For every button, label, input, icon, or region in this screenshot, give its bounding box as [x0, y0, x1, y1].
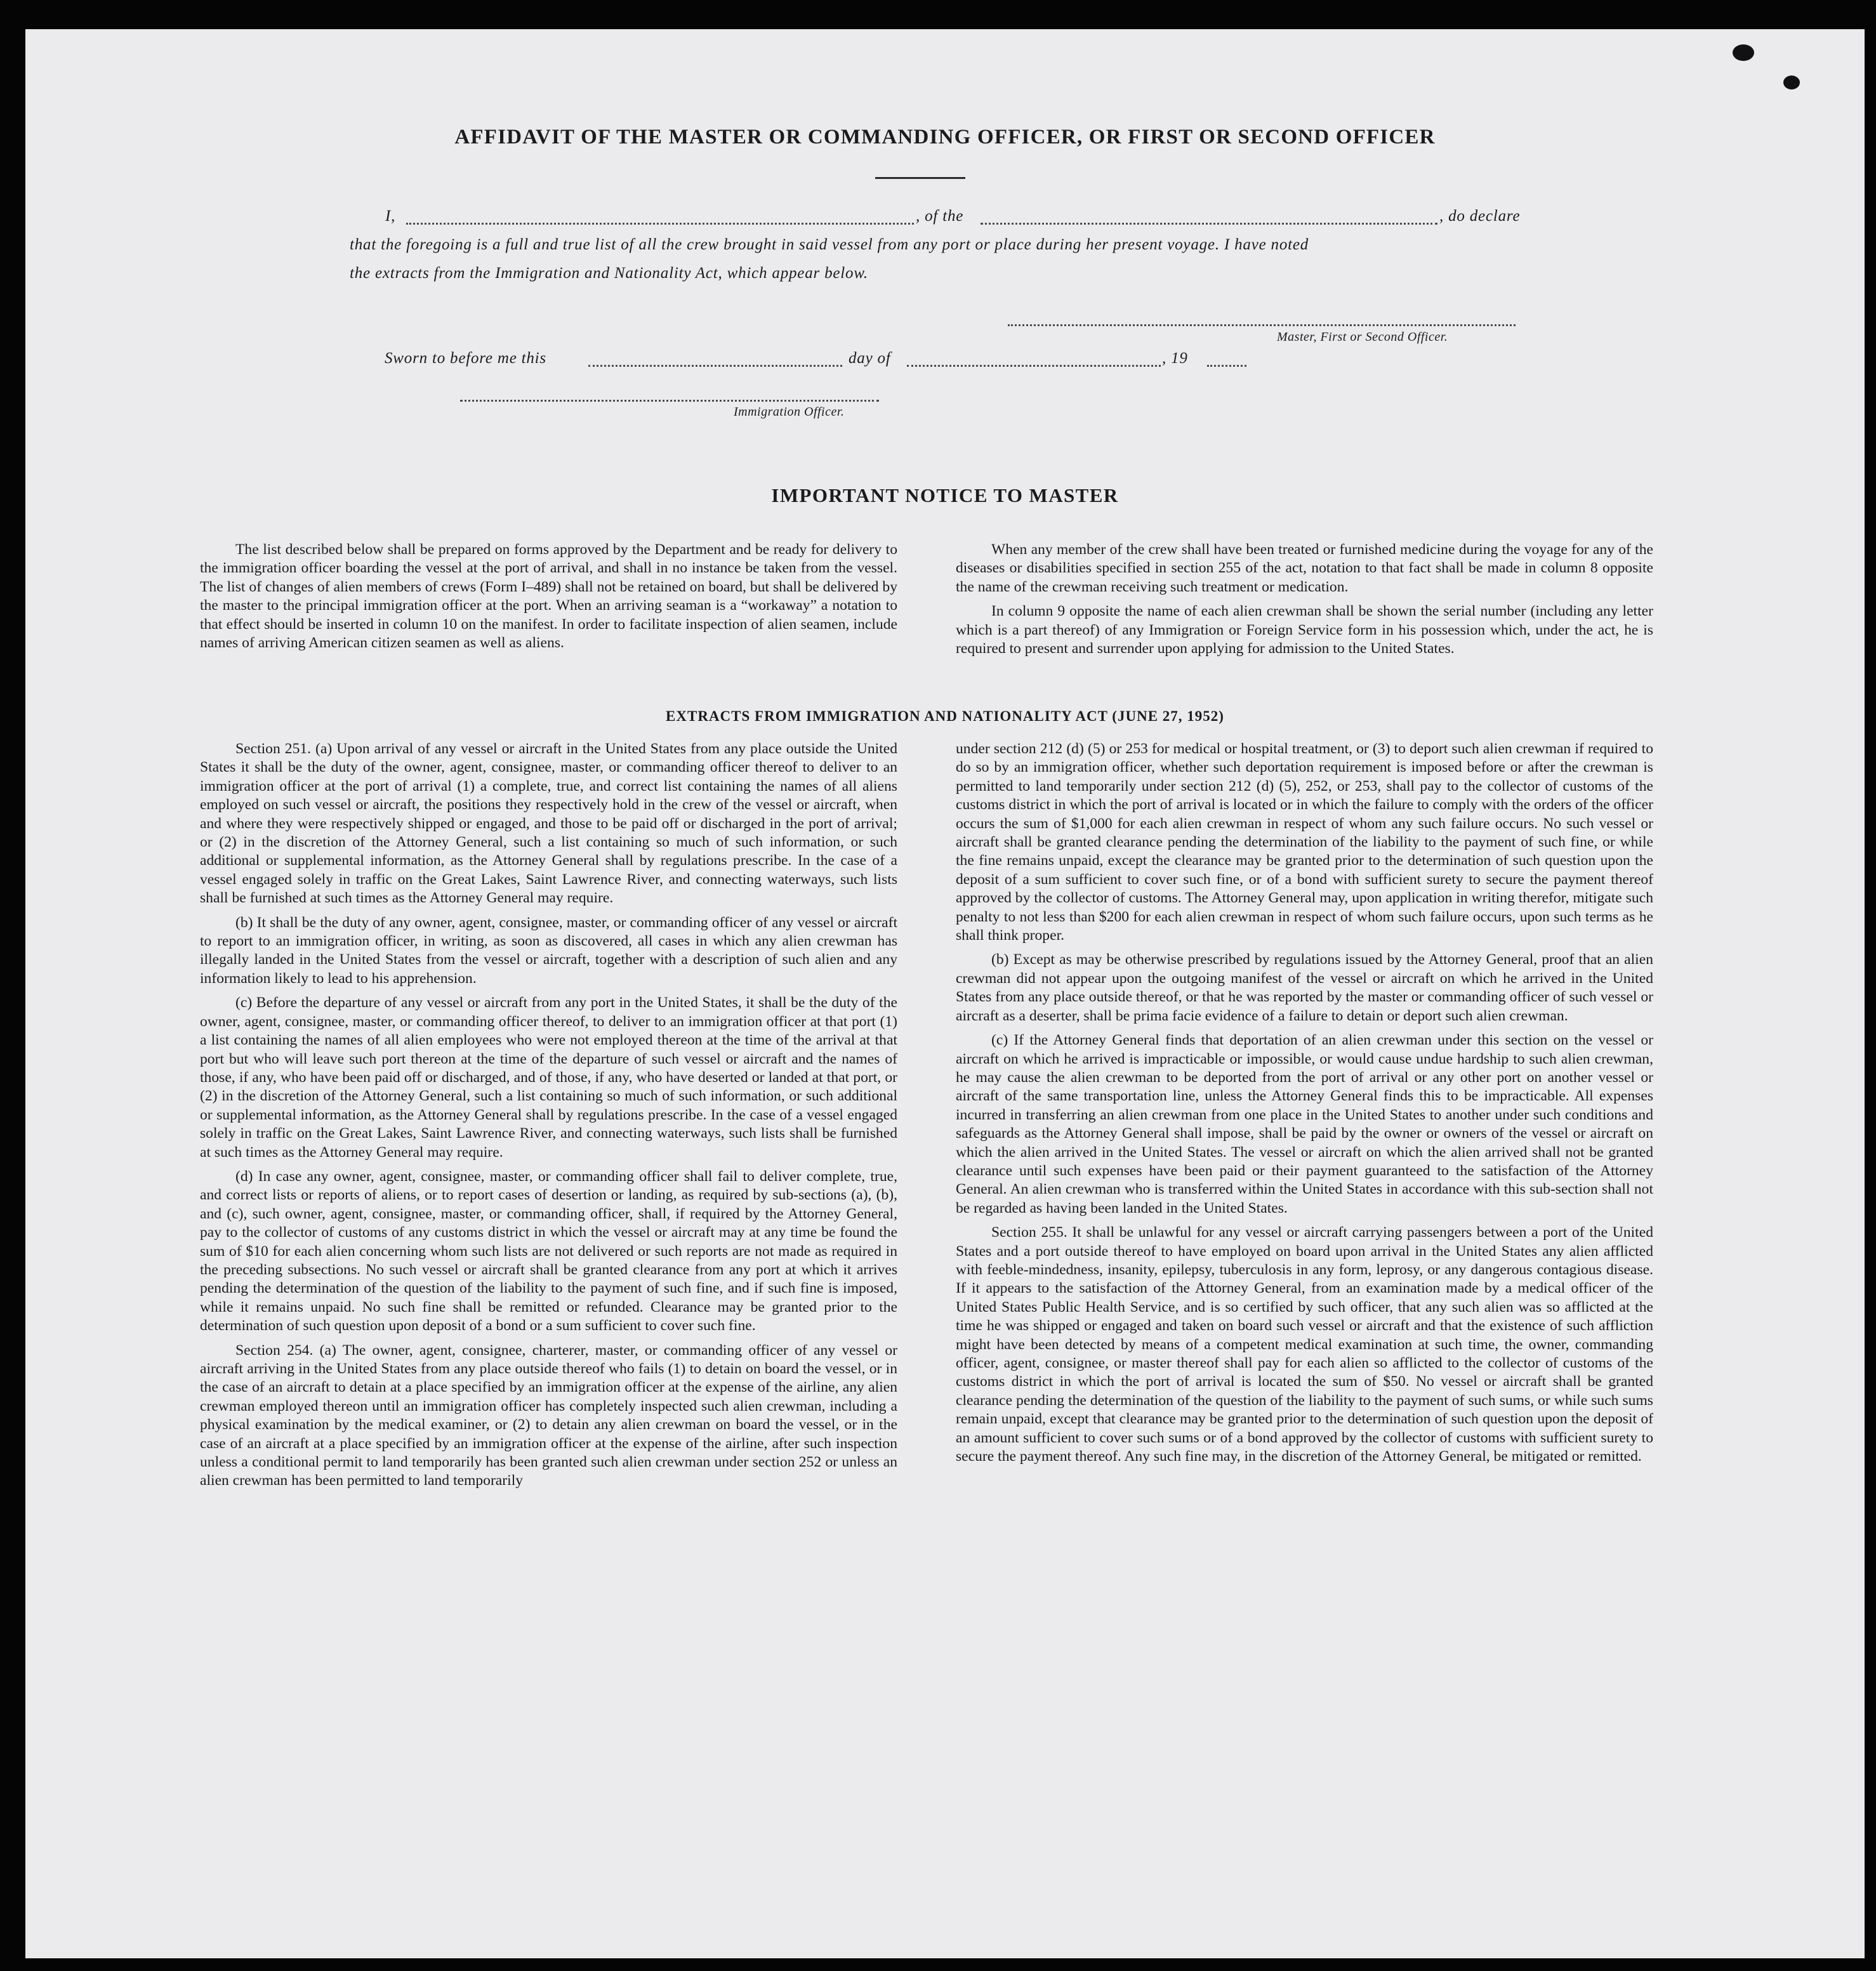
notice-paragraph: When any member of the crew shall have been treated or furnished medicine during the voyage for any of the diseases or disabilities specified in section 255 of the act, notation to that fact shall be made in column 8 opposite the name of the crewman receiving such treatment or medication.: [956, 541, 1653, 595]
section-255: Section 255. It shall be unlawful for any vessel or aircraft carrying passengers between a port of the United States and a port outside thereof to have employed on board upon arrival in the United States any alien afflicted with feeble-mindedness, insanity, epilepsy, tuberculosis in any form, leprosy, or any dangerous contagious disease. If it appears to the satisfaction of the Attorney General, from an examination made by a medical officer of the United States Public Health Service, and is so certified by such officer, that any such alien was so afflicted at the time he was shipped or engaged and taken on board such vessel or aircraft and that the existence of such affliction might have been detected by means of a competent medical examination at such time, the owner, commanding officer, agent, consignee, or master thereof shall pay for each alien so afflicted to the collector of customs of the customs district in which the port of arrival is located the sum of $50. No vessel or aircraft shall be granted clearance pending the determination of the question of the liability to the payment of such sums, or while such sums remain unpaid, except that clearance may be granted prior to the determination of such question upon the deposit of an amount sufficient to cover such sums or of a bond approved by the collector of customs with sufficient surety to secure the payment thereof. Any such fine may, in the discretion of the Attorney General, be mitigated or remitted.: [956, 1224, 1653, 1465]
title-rule: [875, 177, 965, 179]
notice-title: IMPORTANT NOTICE TO MASTER: [771, 484, 1119, 506]
extracts-title: EXTRACTS FROM IMMIGRATION AND NATIONALITY ACT (JUNE 27, 1952): [666, 708, 1224, 724]
declaration-line-3: the extracts from the Immigration and Nationality Act, which appear below.: [350, 265, 868, 282]
notice-right-column: [956, 541, 1653, 664]
sworn-label: Sworn to before me this: [385, 350, 546, 367]
notice-paragraph: In column 9 opposite the name of each alien crewman shall be shown the serial number (including any letter which is a part thereof) of any Immigration or Foreign Service form in his possession which, under the act, he is required to present and surrender upon applying for admission to the United States.: [956, 603, 1653, 657]
name-blank[interactable]: [406, 223, 914, 225]
extracts-left-column: [200, 740, 897, 1496]
master-signature-line[interactable]: [1008, 324, 1516, 326]
sworn-month-blank[interactable]: [907, 365, 1161, 367]
section-254-a-continued: under section 212 (d) (5) or 253 for medical or hospital treatment, or (3) to deport such alien crewman if required to do so by an immigration officer, whether such deportation requirement is imposed before or after the crewman is permitted to land temporarily under section 212 (d) (5), 252, or 253, shall pay to the collector of customs of the customs district in which the port of arrival is located or in which the failure to comply with the orders of the officer occurs the sum of $1,000 for each alien crewman in respect of whom any such failure occurs. No such vessel or aircraft shall be granted clearance pending the determination of the liability to the payment of such fine, or while the fine remains unpaid, except the clearance may be granted prior to the determination of such question upon the deposit of a sum sufficient to cover such fine, or of a bond with sufficient surety to secure the payment thereof approved by the collector of customs. The Attorney General may, upon application in writing therefor, mitigate such penalty to not less than $200 for each alien crewman in respect of whom such failure occurs, upon such terms as he shall think proper.: [956, 741, 1653, 944]
declare-i-label: I,: [385, 208, 396, 225]
ink-spot: [1733, 44, 1754, 61]
vessel-blank[interactable]: [981, 223, 1437, 225]
section-251-b: (b) It shall be the duty of any owner, agent, consignee, master, or commanding officer of any vessel or aircraft to report to an immigration officer, in writing, as soon as discovered, all cases in which any alien crewman has illegally landed in the United States from the vessel or aircraft, together with a description of such alien and any information likely to lead to his apprehension.: [200, 914, 897, 987]
section-254-c: (c) If the Attorney General finds that deportation of an alien crewman under this section on the vessel or aircraft on which he arrived is impracticable or impossible, or would cause undue hardship to such alien crewman, he may cause the alien crewman to be deported from the port of arrival or any other port on another vessel or aircraft of the same transportation line, unless the Attorney General finds this to be impracticable. All expenses incurred in transferring an alien crewman from one place in the United States to another under such conditions and safeguards as the Attorney General shall impose, shall be paid by the owner or owners of the vessel or aircraft on which the alien arrived in the United States. The vessel or aircraft on which the alien arrived shall not be granted clearance until such expenses have been paid or their payment guaranteed to the satisfaction of the Attorney General. An alien crewman who is transferred within the United States in accordance with this sub-section shall not be regarded as having been landed in the United States.: [956, 1032, 1653, 1216]
declare-of-the-label: , of the: [916, 208, 964, 225]
immigration-officer-caption: Immigration Officer.: [734, 405, 845, 419]
section-251-a: Section 251. (a) Upon arrival of any vessel or aircraft in the United States from any place outside the United States it shall be the duty of the owner, agent, consignee, master, or commanding officer thereof to deliver to an immigration officer at the port of arrival (1) a complete, true, and correct list containing the names of all aliens employed on such vessel or aircraft, the positions they respectively hold in the crew of the vessel or aircraft, when and where they were respectively shipped or engaged, and those to be paid off or discharged in the port of arrival; or (2) in the discretion of the Attorney General, such a list containing so much of such information, or such additional or supplemental information, as the Attorney General shall by regulations prescribe. In the case of a vessel engaged solely in traffic on the Great Lakes, Saint Lawrence River, and connecting waterways, such lists shall be furnished at such times as the Attorney General may require.: [200, 741, 897, 907]
affidavit-title: AFFIDAVIT OF THE MASTER OR COMMANDING OFFICER, OR FIRST OR SECOND OFFICER: [454, 126, 1436, 148]
document-page: [25, 29, 1865, 1958]
sworn-year-blank[interactable]: [1207, 365, 1246, 367]
declaration-line-2: that the foregoing is a full and true list of all the crew brought in said vessel from any port or place during her present voyage. I have noted: [350, 236, 1309, 253]
section-254-b: (b) Except as may be otherwise prescribed by regulations issued by the Attorney General, proof that an alien crewman did not appear upon the outgoing manifest of the vessel or aircraft on which he arrived in the United States from any place outside thereof, or that he was reported by the master or commanding officer of such vessel or aircraft as a deserter, shall be prima facie evidence of a failure to detain or deport such alien crewman.: [956, 951, 1653, 1024]
day-of-label: day of: [849, 350, 891, 367]
ink-spot: [1783, 76, 1800, 89]
master-signature-caption: Master, First or Second Officer.: [1277, 330, 1448, 344]
year-prefix-label: , 19: [1162, 350, 1188, 367]
section-254-a: Section 254. (a) The owner, agent, consignee, charterer, master, or commanding officer of any vessel or aircraft arriving in the United States from any place outside thereof who fails (1) to detain on board the vessel, or in the case of an aircraft to detain at a place specified by an immigration officer at the expense of the airline, any alien crewman employed thereon until an immigration officer has completely inspected such alien crewman, including a physical examination by the medical examiner, or (2) to detain any alien crewman on board the vessel, or in the case of an aircraft at a place specified by an immigration officer at the expense of the airline, after such inspection unless a conditional permit to land temporarily has been granted such alien crewman under section 252 or unless an alien crewman has been permitted to land temporarily: [200, 1341, 897, 1489]
notice-left-column: [200, 541, 897, 658]
sworn-day-blank[interactable]: [588, 365, 842, 367]
section-251-c: (c) Before the departure of any vessel or aircraft from any port in the United States, it shall be the duty of the owner, agent, consignee, master, or commanding officer thereof, to deliver to an immigration officer at that port (1) a list containing the names of all alien employees who were not employed thereon at the time of the arrival at that port but who will leave such port thereon at the time of the departure of such vessel or aircraft and the names of those, if any, who have been paid off or discharged, and of those, if any, who have deserted or landed at that port, or (2) in the discretion of the Attorney General, such a list containing so much of such information, or such additional or supplemental information, as the Attorney General shall by regulations prescribe. In the case of a vessel engaged solely in traffic on the Great Lakes, Saint Lawrence River, and connecting waterways, such lists shall be furnished at such times as the Attorney General may require.: [200, 994, 897, 1161]
immigration-officer-signature-line[interactable]: [460, 400, 879, 402]
extracts-right-column: [956, 740, 1653, 1472]
declare-do-declare-label: , do declare: [1439, 208, 1521, 225]
section-251-d: (d) In case any owner, agent, consignee, master, or commanding officer shall fail to deliver complete, true, and correct lists or reports of aliens, or to report cases of desertion or landing, as required by sub-sections (a), (b), and (c), such owner, agent, consignee, master, or commanding officer, shall, if required by the Attorney General, pay to the collector of customs of any customs district in which the vessel or aircraft may at any time be found the sum of $10 for each alien concerning whom such lists are not delivered or such reports are not made as required in the preceding subsections. No such vessel or aircraft shall be granted clearance from any port at which it arrives pending the determination of the question of the liability to the payment of such fine, and if such fine is imposed, while it remains unpaid. No such fine shall be remitted or refunded. Clearance may be granted prior to the determination of such question upon deposit of a bond or a sum sufficient to cover such fine.: [200, 1168, 897, 1335]
notice-paragraph: The list described below shall be prepared on forms approved by the Department and be ready for delivery to the immigration officer boarding the vessel at the port of arrival, and shall in no instance be taken from the vessel. The list of changes of alien members of crews (Form I–489) shall not be retained on board, but shall be delivered by the master to the principal immigration officer at the port. When an arriving seaman is a “workaway” a notation to that effect should be inserted in column 10 on the manifest. In order to facilitate inspection of alien seamen, include names of arriving American citizen seamen as well as aliens.: [200, 541, 897, 652]
